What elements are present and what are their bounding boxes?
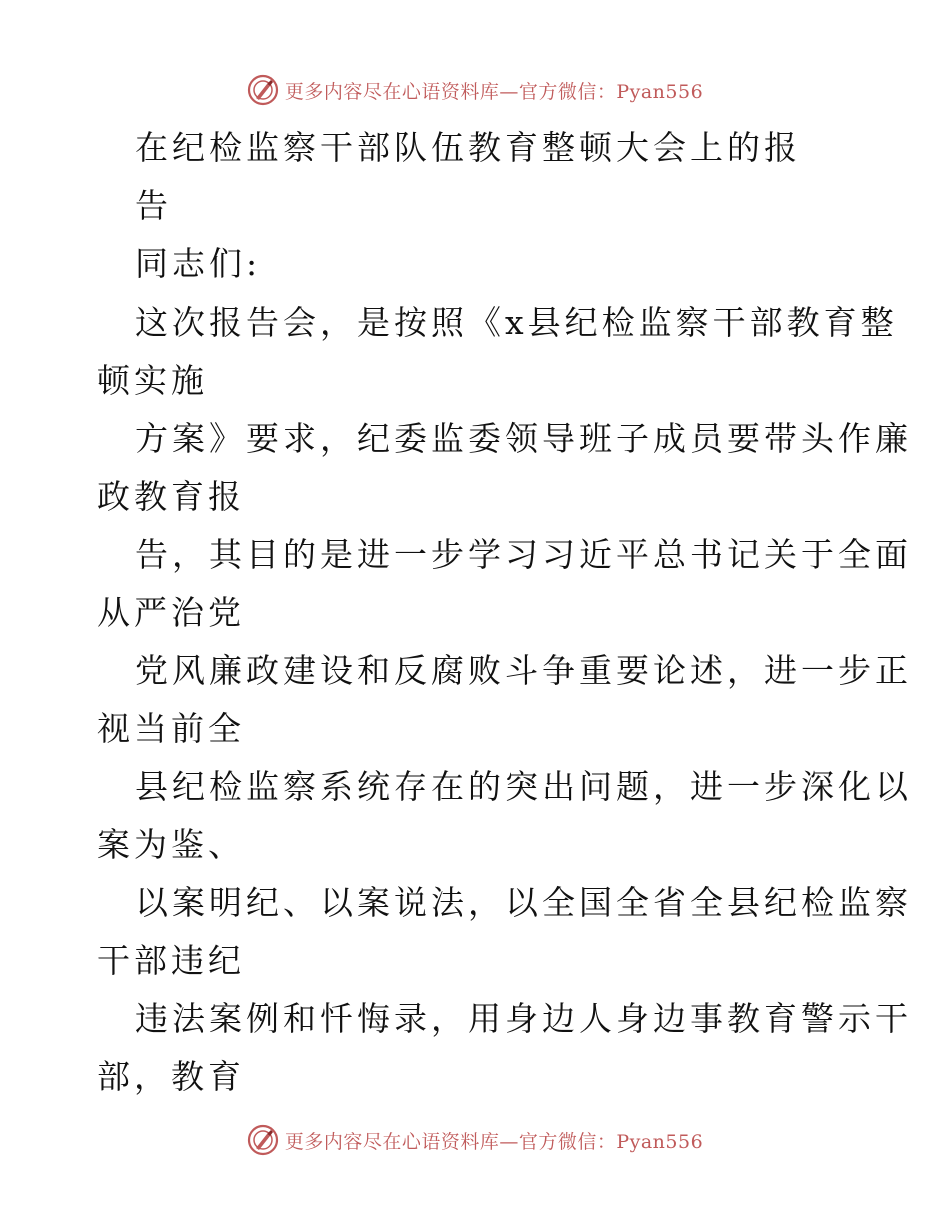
document-title-line-2: 告	[135, 186, 172, 225]
paragraph-line: 干部违纪	[97, 941, 245, 980]
watermark-text: 更多内容尽在心语资料库—官方微信：Pyan556	[284, 1130, 704, 1153]
paragraph-line: 从严治党	[97, 593, 245, 632]
paragraph-line: 这次报告会，是按照《x县纪检监察干部教育整	[135, 303, 898, 342]
paragraph-line: 违法案例和忏悔录，用身边人身边事教育警示干	[135, 999, 912, 1038]
paragraph-line: 部，教育	[97, 1057, 245, 1096]
watermark-text: 更多内容尽在心语资料库—官方微信：Pyan556	[284, 80, 704, 103]
header-watermark	[0, 70, 950, 110]
footer-watermark	[0, 1120, 950, 1160]
paragraph-line: 以案明纪、以案说法，以全国全省全县纪检监察	[135, 883, 912, 922]
paragraph-line: 政教育报	[97, 477, 245, 516]
paragraph-line: 案为鉴、	[97, 825, 245, 864]
document-title-line-1: 在纪检监察干部队伍教育整顿大会上的报	[135, 128, 801, 167]
pen-seal-logo-icon	[247, 74, 279, 106]
paragraph-line: 视当前全	[97, 709, 245, 748]
paragraph-line: 告，其目的是进一步学习习近平总书记关于全面	[135, 535, 912, 574]
paragraph-line: 方案》要求，纪委监委领导班子成员要带头作廉	[135, 419, 912, 458]
paragraph-line: 党风廉政建设和反腐败斗争重要论述，进一步正	[135, 651, 912, 690]
pen-seal-logo-icon	[247, 1124, 279, 1156]
paragraph-line: 县纪检监察系统存在的突出问题，进一步深化以	[135, 767, 912, 806]
salutation: 同志们:	[135, 244, 262, 283]
paragraph-line: 顿实施	[97, 361, 208, 400]
